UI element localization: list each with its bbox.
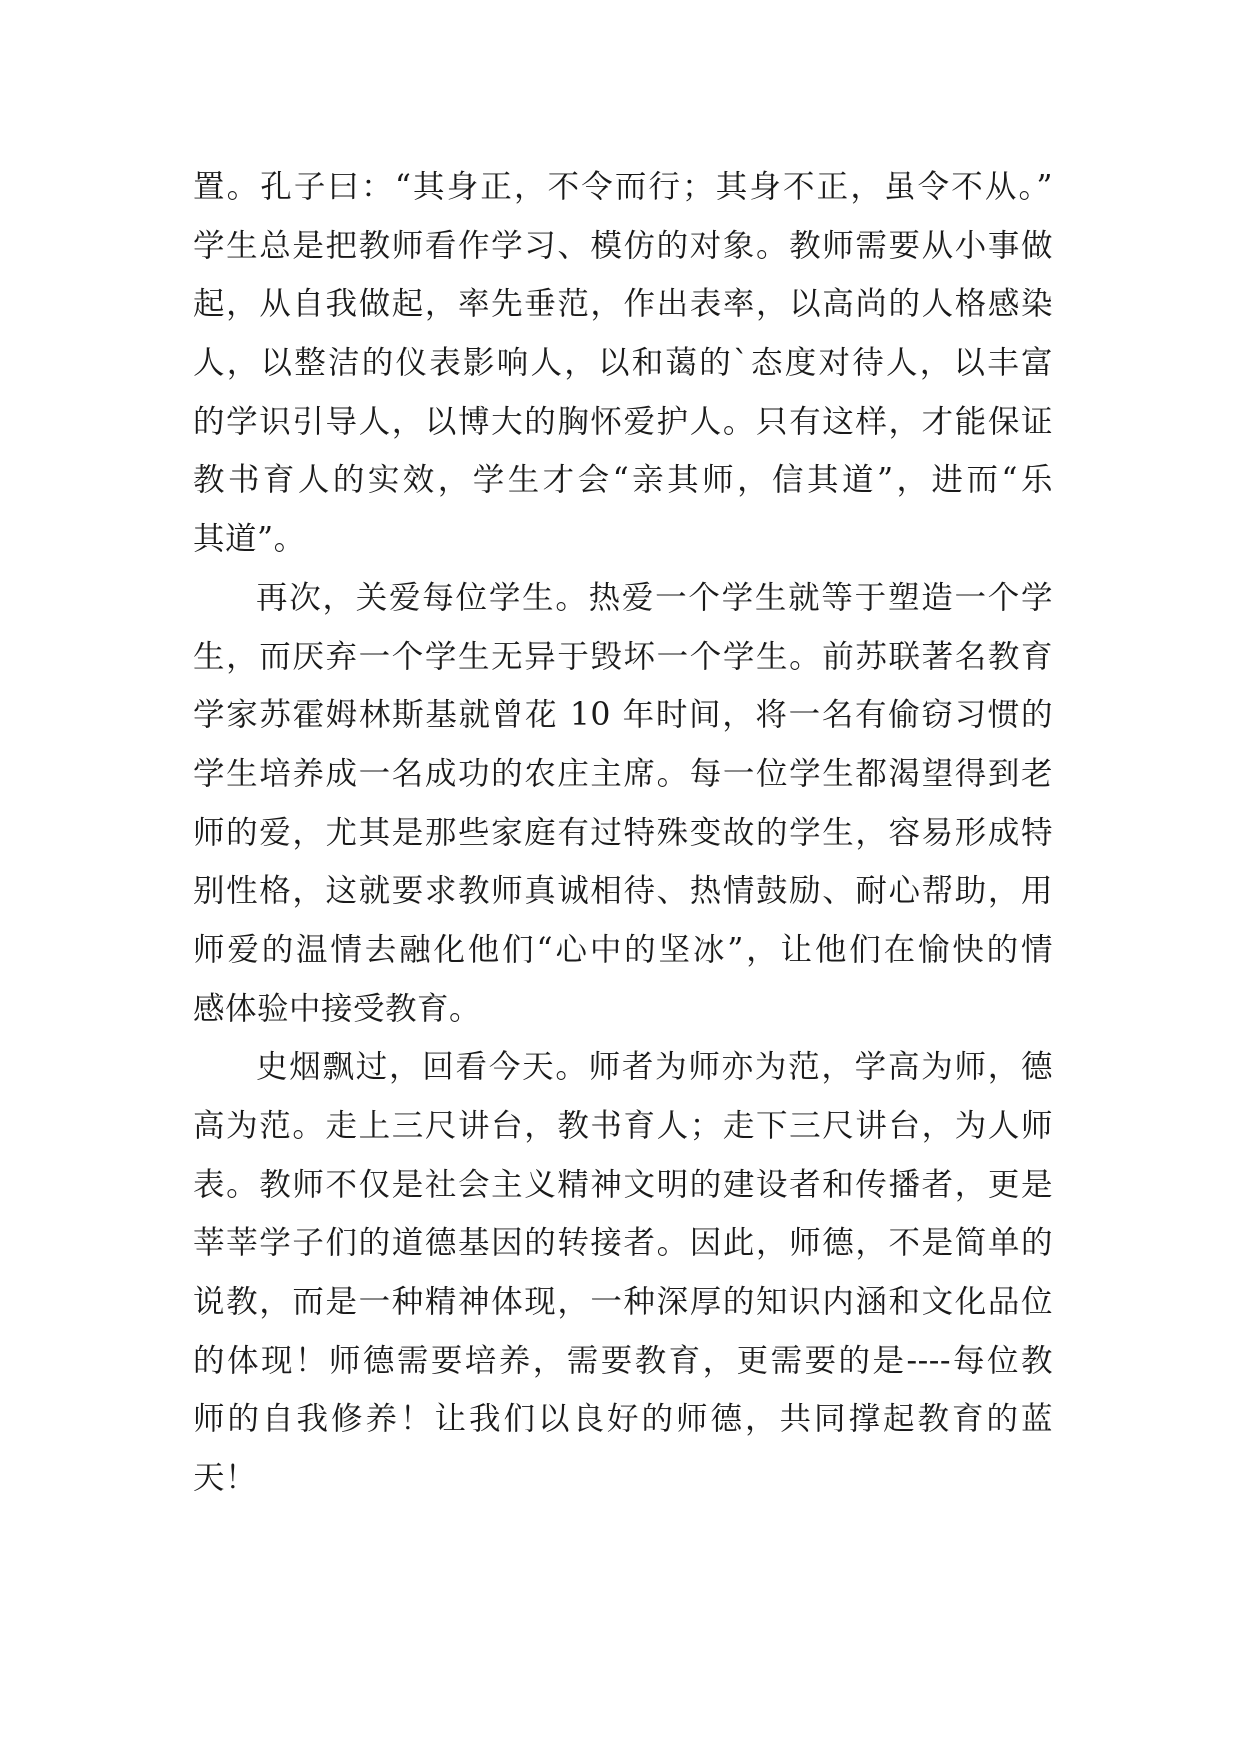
text-line: 学生总是把教师看作学习、模仿的对象。教师需要从小事做 — [193, 227, 1053, 264]
text-line: 表。教师不仅是社会主义精神文明的建设者和传播者，更是 — [193, 1166, 1053, 1203]
text-line: 起，从自我做起，率先垂范，作出表率，以高尚的人格感染 — [193, 286, 1053, 323]
text-line: 的学识引导人，以博大的胸怀爱护人。只有这样，才能保证 — [193, 403, 1053, 440]
text-line: 天！ — [193, 1460, 258, 1497]
text-line: 置。孔子曰：“其身正，不令而行；其身不正，虽令不从。” — [193, 169, 1053, 205]
text-line: 史烟飘过，回看今天。师者为师亦为范，学高为师，德 — [256, 1049, 1053, 1086]
text-line: 师的自我修养！让我们以良好的师德，共同撑起教育的蓝 — [193, 1401, 1053, 1438]
text-line: 生，而厌弃一个学生无异于毁坏一个学生。前苏联著名教育 — [193, 638, 1053, 675]
text-line: 说教，而是一种精神体现，一种深厚的知识内涵和文化品位 — [193, 1284, 1053, 1321]
text-line: 的体现！师德需要培养，需要教育，更需要的是----每位教 — [193, 1342, 1053, 1379]
text-line: 学家苏霍姆林斯基就曾花 10 年时间，将一名有偷窃习惯的 — [193, 697, 1053, 734]
text-line: 莘莘学子们的道德基因的转接者。因此，师德，不是简单的 — [193, 1225, 1053, 1262]
text-line: 再次，关爱每位学生。热爱一个学生就等于塑造一个学 — [256, 579, 1053, 616]
text-line: 感体验中接受教育。 — [193, 990, 482, 1027]
text-line: 人，以整洁的仪表影响人，以和蔼的`态度对待人，以丰富 — [193, 345, 1053, 382]
text-line: 学生培养成一名成功的农庄主席。每一位学生都渴望得到老 — [193, 755, 1053, 792]
text-line: 其道”。 — [193, 521, 306, 558]
text-line: 师的爱，尤其是那些家庭有过特殊变故的学生，容易形成特 — [193, 814, 1053, 851]
text-line: 高为范。走上三尺讲台，教书育人；走下三尺讲台，为人师 — [193, 1108, 1053, 1144]
text-line: 师爱的温情去融化他们“心中的坚冰”，让他们在愉快的情 — [193, 931, 1053, 968]
text-line: 教书育人的实效，学生才会“亲其师，信其道”，进而“乐 — [193, 462, 1053, 499]
text-line: 别性格，这就要求教师真诚相待、热情鼓励、耐心帮助，用 — [193, 873, 1053, 910]
body-text — [193, 158, 1053, 1508]
